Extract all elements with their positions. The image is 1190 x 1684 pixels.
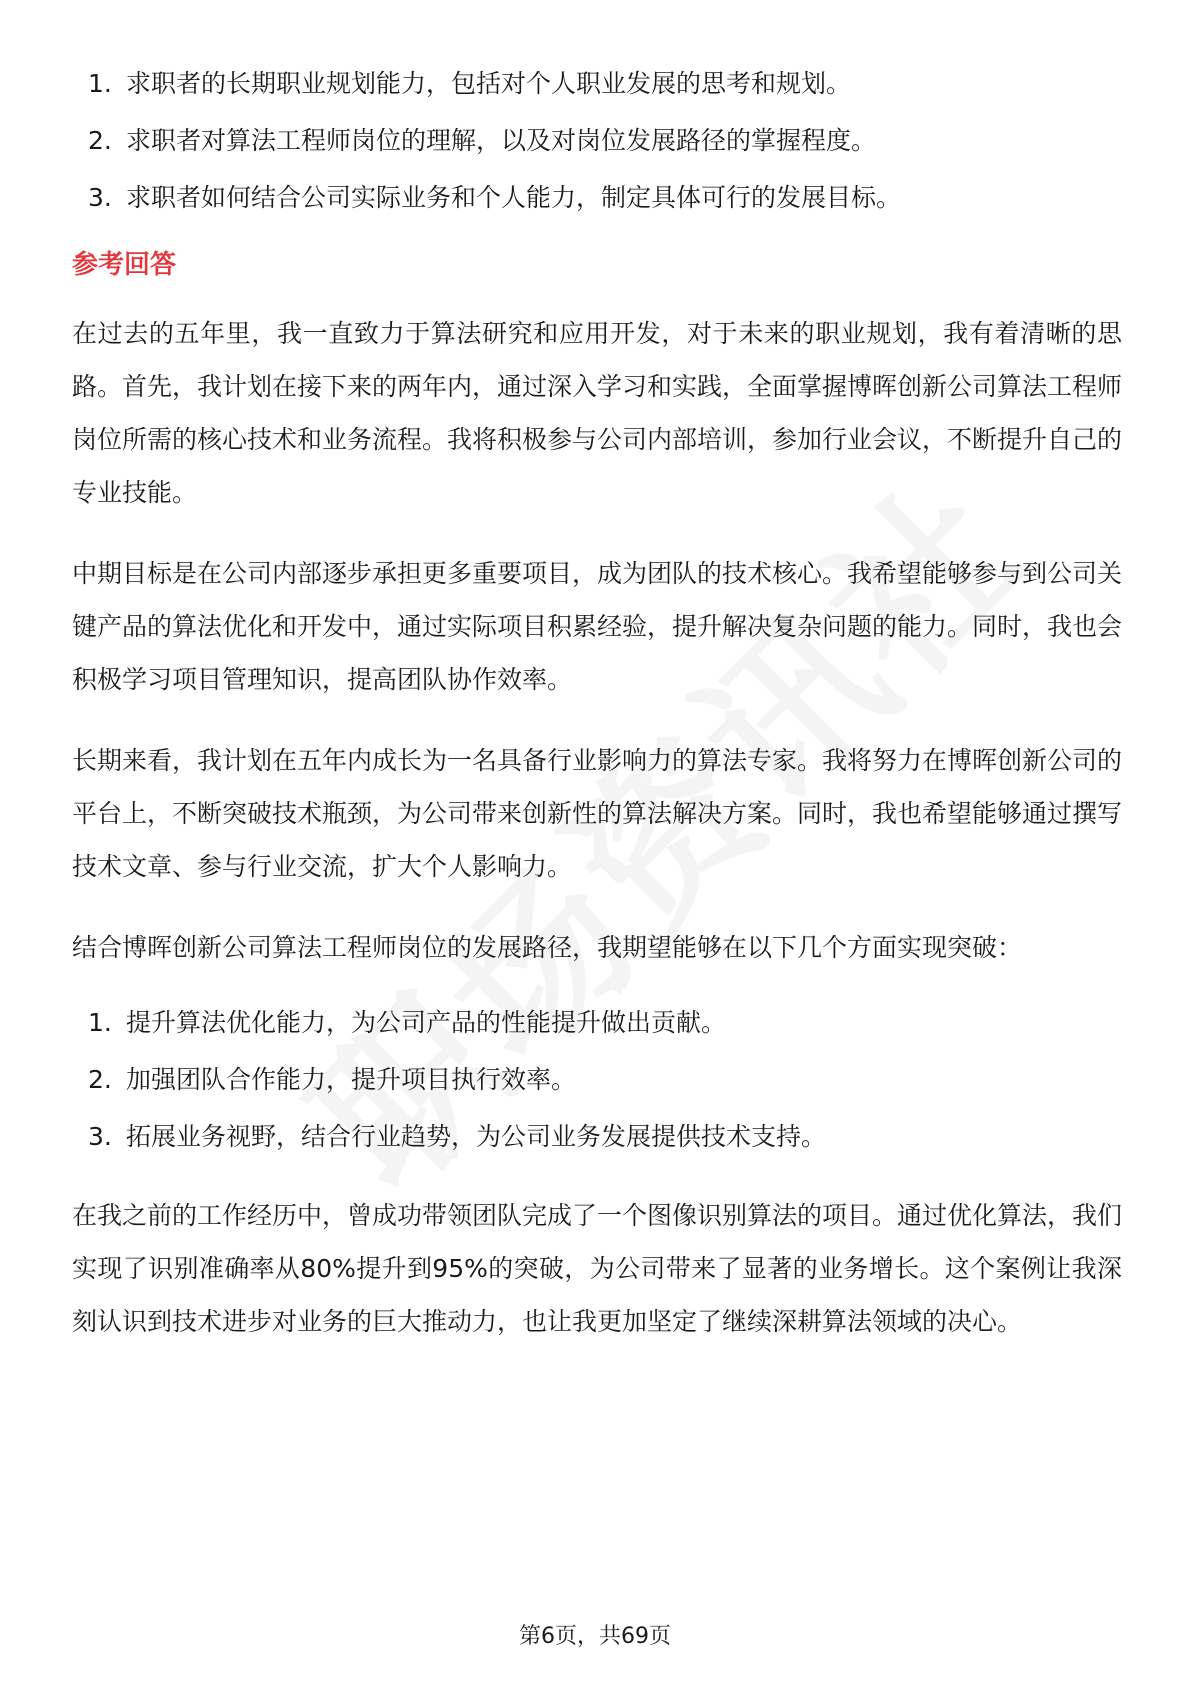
list-item — [72, 55, 1122, 112]
list-item — [72, 169, 1122, 226]
list-text: 加强团队合作能力，提升项目执行效率。 — [126, 1065, 577, 1094]
section-title: 参考回答 — [72, 250, 177, 280]
goals-list — [72, 994, 1122, 1165]
list-number: 1. — [88, 1008, 112, 1037]
list-item — [72, 1108, 1122, 1165]
list-text: 提升算法优化能力，为公司产品的性能提升做出贡献。 — [126, 1008, 727, 1037]
list-text: 求职者的长期职业规划能力，包括对个人职业发展的思考和规划。 — [126, 69, 852, 98]
page-footer: 第6页，共69页 — [519, 1624, 671, 1649]
list-text: 拓展业务视野，结合行业趋势，为公司业务发展提供技术支持。 — [126, 1122, 827, 1151]
paragraph: 长期来看，我计划在五年内成长为一名具备行业影响力的算法专家。我将努力在博晖创新公司的平台上，不断突破技术瓶颈，为公司带来创新性的算法解决方案。同时，我也希望能够通过撰写技术文章、参与行业交流，扩大个人影响力。 — [72, 746, 1123, 881]
list-text: 求职者对算法工程师岗位的理解，以及对岗位发展路径的掌握程度。 — [126, 126, 877, 155]
list-number: 2. — [88, 126, 112, 155]
paragraph: 结合博晖创新公司算法工程师岗位的发展路径，我期望能够在以下几个方面实现突破： — [72, 933, 1023, 962]
list-number: 3. — [88, 1122, 112, 1151]
closing-paragraph: 在我之前的工作经历中，曾成功带领团队完成了一个图像识别算法的项目。通过优化算法，我们实现了识别准确率从80%提升到95%的突破，为公司带来了显著的业务增长。这个案例让我深刻认识到技术进步对业务的巨大推动力，也让我更加坚定了继续深耕算法领域的决心。 — [72, 1201, 1123, 1336]
list-number: 3. — [88, 183, 112, 212]
paragraph: 在过去的五年里，我一直致力于算法研究和应用开发，对于未来的职业规划，我有着清晰的思路。首先，我计划在接下来的两年内，通过深入学习和实践，全面掌握博晖创新公司算法工程师岗位所需的核心技术和业务流程。我将积极参与公司内部培训，参加行业会议，不断提升自己的专业技能。 — [72, 319, 1123, 507]
list-item — [72, 1051, 1122, 1108]
list-item — [72, 994, 1122, 1051]
list-text: 求职者如何结合公司实际业务和个人能力，制定具体可行的发展目标。 — [126, 183, 902, 212]
list-number: 1. — [88, 69, 112, 98]
document-body — [72, 55, 1122, 1376]
criteria-list — [72, 55, 1122, 226]
list-number: 2. — [88, 1065, 112, 1094]
list-item — [72, 112, 1122, 169]
paragraph: 中期目标是在公司内部逐步承担更多重要项目，成为团队的技术核心。我希望能够参与到公司关键产品的算法优化和开发中，通过实际项目积累经验，提升解决复杂问题的能力。同时，我也会积极学习项目管理知识，提高团队协作效率。 — [72, 559, 1123, 694]
